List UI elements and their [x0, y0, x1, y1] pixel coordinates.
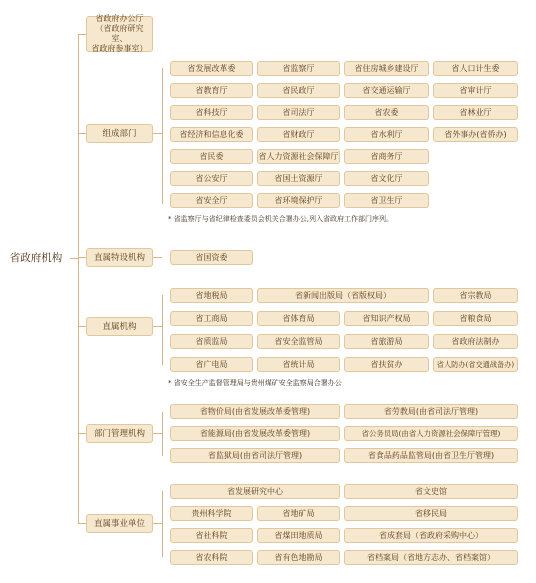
category-zucheng-bumen: 组成部门: [86, 124, 153, 143]
category-bumen-guanli: 部门管理机构: [86, 424, 153, 443]
zhishu-box: 省政府法制办: [433, 334, 518, 349]
zhishu-box: 省人防办(省交通战备办): [433, 357, 518, 372]
dept-box: 省公安厅: [170, 171, 253, 186]
sub-trunk-4: [162, 412, 163, 456]
dept-box: 省民委: [170, 149, 253, 164]
dept-box: 省环境保护厅: [257, 193, 340, 208]
dept-box: 省财政厅: [257, 127, 340, 142]
sub-connector-1: [153, 133, 162, 134]
shiye-box: 省地矿局: [257, 506, 340, 521]
shiye-box: 省移民局: [344, 506, 518, 521]
bumen-box: 省监狱局(由省司法厅管理): [170, 448, 340, 463]
dept-box: 省住房城乡建设厅: [344, 61, 429, 76]
dept-box: 省卫生厅: [344, 193, 429, 208]
general-office-line3: 省政府参事室）: [91, 44, 148, 53]
bumen-box: 省物价局(由省发展改革委管理): [170, 404, 340, 419]
dept-box: 省民政厅: [257, 83, 340, 98]
main-trunk: [78, 34, 79, 524]
bumen-box: 省公务员局(由省人力资源社会保障厅管理): [344, 426, 518, 441]
zhishu-box: 省质监局: [170, 334, 253, 349]
dept-box: 省国土资源厅: [257, 171, 340, 186]
dept-box: 省经济和信息化委: [170, 127, 253, 142]
shiye-box: 省有色地勘局: [257, 550, 340, 565]
root-connector: [70, 258, 78, 259]
shiye-box: 省社科院: [170, 528, 253, 543]
shiye-box: 省煤田地质局: [257, 528, 340, 543]
bumen-box: 省劳教局(由省司法厅管理): [344, 404, 518, 419]
branch-zhishu: [78, 326, 86, 327]
sub-connector-3: [153, 326, 162, 327]
general-office-line2: （省政府研究室、: [95, 24, 144, 43]
dept-box: 省人口计生委: [433, 61, 518, 76]
zhishu-box: 省扶贫办: [344, 357, 429, 372]
dept-box: 省外事办(省侨办): [433, 127, 518, 142]
dept-box: 省发展改革委: [170, 61, 253, 76]
shiye-box: 省成套局（省政府采购中心）: [344, 528, 518, 543]
dept-box: 省教育厅: [170, 83, 253, 98]
dept-box: 省林业厅: [433, 105, 518, 120]
dept-box: 省水利厅: [344, 127, 429, 142]
general-office-line1: 省政府办公厅: [95, 14, 144, 23]
zhishu-box: 省工商局: [170, 311, 253, 326]
bumen-box: 省能源局(由省发展改革委管理): [170, 426, 340, 441]
sub-connector-2: [153, 257, 162, 258]
dept-box: 省文化厅: [344, 171, 429, 186]
dept-box: 省交通运输厅: [344, 83, 429, 98]
dept-box: 省科技厅: [170, 105, 253, 120]
zhishu-box: 省知识产权局: [344, 311, 429, 326]
zhishu-box: 省新闻出版局（省版权局）: [257, 288, 429, 303]
zhishu-box: 省宗教局: [433, 288, 518, 303]
zhishu-box: 省安全监管局: [257, 334, 340, 349]
dept-box: 省商务厅: [344, 149, 429, 164]
dept-box: 省司法厅: [257, 105, 340, 120]
dept-box: 省审计厅: [433, 83, 518, 98]
branch-zucheng: [78, 133, 86, 134]
sub-trunk-3: [162, 295, 163, 365]
sub-connector-4: [153, 433, 162, 434]
dept-box: 省安全厅: [170, 193, 253, 208]
zucheng-note: * 省监察厅与省纪律检查委员会机关合署办公,列入省政府工作部门序列。: [168, 215, 393, 223]
zhishu-box: 省粮食局: [433, 311, 518, 326]
category-zhishu-teshe: 直属特设机构: [86, 248, 153, 267]
category-zhishu-jigou: 直属机构: [86, 317, 153, 336]
zhishu-box: 省体育局: [257, 311, 340, 326]
bumen-box: 省食品药品监管局(由省卫生厅管理): [344, 448, 518, 463]
branch-teshe: [78, 257, 86, 258]
shiye-box: 省发展研究中心: [170, 484, 340, 499]
shiye-box: 省农科院: [170, 550, 253, 565]
shiye-box: 贵州科学院: [170, 506, 253, 521]
dept-box: 省农委: [344, 105, 429, 120]
sub-trunk-5: [162, 491, 163, 557]
dept-box: 省人力资源社会保障厅: [257, 149, 340, 164]
zhishu-box: 省统计局: [257, 357, 340, 372]
zhishu-box: 省旅游局: [344, 334, 429, 349]
shiye-box: 省文史馆: [344, 484, 518, 499]
sub-connector-5: [153, 523, 162, 524]
sub-trunk-1: [162, 68, 163, 204]
general-office-node: [86, 16, 153, 52]
branch-bumen: [78, 433, 86, 434]
top-branch: [78, 34, 86, 35]
dept-box: 省监察厅: [257, 61, 340, 76]
branch-shiye: [78, 523, 86, 524]
category-shiye-danwei: 直属事业单位: [86, 514, 153, 533]
zhishu-note: * 省安全生产监督管理局与贵州煤矿安全监察局合署办公: [168, 379, 342, 387]
zhishu-box: 省地税局: [170, 288, 253, 303]
zhishu-box: 省广电局: [170, 357, 253, 372]
root-node: 省政府机构: [2, 248, 70, 268]
teshe-box: 省国资委: [170, 250, 253, 265]
shiye-box: 省档案局（省地方志办、省档案馆）: [344, 550, 518, 565]
